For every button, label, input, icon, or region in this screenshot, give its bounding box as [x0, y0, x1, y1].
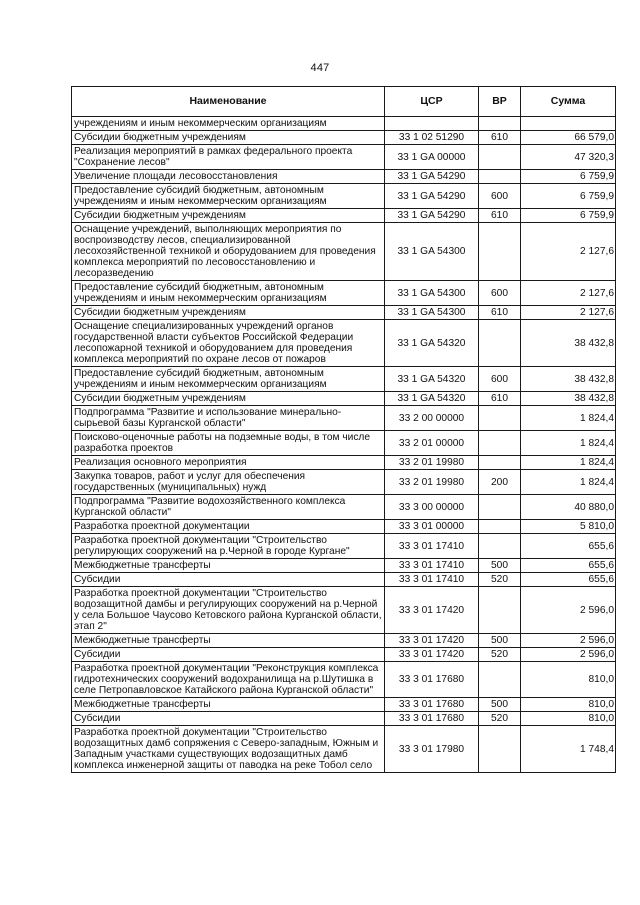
cell-vr: 500	[479, 634, 521, 648]
cell-csr: 33 3 01 17420	[385, 634, 479, 648]
cell-csr: 33 1 GA 54300	[385, 281, 479, 306]
cell-name: Реализация основного мероприятия	[72, 456, 385, 470]
cell-vr	[479, 320, 521, 367]
cell-sum: 6 759,9	[521, 170, 616, 184]
cell-vr	[479, 431, 521, 456]
cell-csr: 33 1 GA 54320	[385, 320, 479, 367]
cell-vr: 600	[479, 184, 521, 209]
cell-sum: 1 824,4	[521, 431, 616, 456]
cell-csr: 33 1 GA 00000	[385, 145, 479, 170]
table-row	[72, 431, 616, 456]
cell-sum: 1 748,4	[521, 726, 616, 773]
cell-csr: 33 2 01 00000	[385, 431, 479, 456]
table-row	[72, 184, 616, 209]
table-row	[72, 170, 616, 184]
cell-vr	[479, 406, 521, 431]
table-row	[72, 634, 616, 648]
cell-name: Межбюджетные трансферты	[72, 559, 385, 573]
cell-vr: 200	[479, 470, 521, 495]
cell-csr: 33 1 GA 54320	[385, 367, 479, 392]
cell-vr: 500	[479, 698, 521, 712]
cell-vr	[479, 170, 521, 184]
cell-name: Субсидии	[72, 573, 385, 587]
table-row	[72, 495, 616, 520]
cell-csr: 33 2 00 00000	[385, 406, 479, 431]
cell-sum: 655,6	[521, 559, 616, 573]
cell-sum: 810,0	[521, 712, 616, 726]
cell-sum: 2 596,0	[521, 587, 616, 634]
table-row	[72, 367, 616, 392]
table-row	[72, 573, 616, 587]
cell-csr: 33 3 01 17680	[385, 662, 479, 698]
cell-csr: 33 1 GA 54300	[385, 306, 479, 320]
cell-csr: 33 1 GA 54300	[385, 223, 479, 281]
cell-sum: 655,6	[521, 573, 616, 587]
cell-sum: 38 432,8	[521, 320, 616, 367]
cell-sum: 1 824,4	[521, 456, 616, 470]
cell-name: Реализация мероприятий в рамках федерального проекта "Сохранение лесов"	[72, 145, 385, 170]
table-row	[72, 587, 616, 634]
cell-csr: 33 3 01 17980	[385, 726, 479, 773]
cell-vr: 520	[479, 573, 521, 587]
cell-vr	[479, 520, 521, 534]
cell-csr: 33 3 01 17420	[385, 587, 479, 634]
table-row	[72, 406, 616, 431]
table-header-row	[72, 87, 616, 117]
cell-vr: 600	[479, 281, 521, 306]
cell-name: Субсидии	[72, 712, 385, 726]
cell-name: учреждениям и иным некоммерческим организациям	[72, 117, 385, 131]
table-row	[72, 662, 616, 698]
cell-sum: 2 127,6	[521, 306, 616, 320]
cell-vr	[479, 145, 521, 170]
cell-vr: 520	[479, 712, 521, 726]
cell-vr	[479, 223, 521, 281]
cell-sum: 655,6	[521, 534, 616, 559]
cell-sum: 1 824,4	[521, 406, 616, 431]
cell-name: Оснащение специализированных учреждений органов государственной власти субъектов Российской Федерации лесопожарной техникой и оборудованием для проведения комплекса мероприятий по охране лесов от пожаров	[72, 320, 385, 367]
cell-sum: 1 824,4	[521, 470, 616, 495]
cell-csr: 33 1 GA 54290	[385, 209, 479, 223]
cell-name: Предоставление субсидий бюджетным, автономным учреждениям и иным некоммерческим организациям	[72, 367, 385, 392]
cell-name: Субсидии бюджетным учреждениям	[72, 131, 385, 145]
cell-vr: 610	[479, 131, 521, 145]
cell-sum: 38 432,8	[521, 367, 616, 392]
table-row	[72, 712, 616, 726]
cell-sum	[521, 117, 616, 131]
cell-vr: 610	[479, 306, 521, 320]
cell-sum: 47 320,3	[521, 145, 616, 170]
cell-vr	[479, 117, 521, 131]
cell-name: Подпрограмма "Развитие и использование минерально-сырьевой базы Курганской области"	[72, 406, 385, 431]
cell-sum: 810,0	[521, 662, 616, 698]
cell-csr: 33 3 01 17680	[385, 698, 479, 712]
cell-name: Разработка проектной документации "Строительство водозащитной дамбы и регулирующих сооружений на р.Черной у села Большое Чаусово Кетовского района Курганской области, этап 2"	[72, 587, 385, 634]
budget-table	[71, 86, 616, 773]
table-row	[72, 145, 616, 170]
cell-csr: 33 3 01 17680	[385, 712, 479, 726]
cell-name: Субсидии бюджетным учреждениям	[72, 209, 385, 223]
cell-name: Субсидии бюджетным учреждениям	[72, 392, 385, 406]
cell-sum: 40 880,0	[521, 495, 616, 520]
header-vr: ВР	[479, 87, 521, 117]
table-row	[72, 456, 616, 470]
cell-sum: 2 127,6	[521, 281, 616, 306]
cell-name: Поисково-оценочные работы на подземные воды, в том числе разработка проектов	[72, 431, 385, 456]
table-row	[72, 534, 616, 559]
page-number: 447	[310, 62, 330, 74]
cell-sum: 5 810,0	[521, 520, 616, 534]
cell-csr	[385, 117, 479, 131]
cell-vr	[479, 587, 521, 634]
cell-csr: 33 3 01 17410	[385, 534, 479, 559]
cell-name: Субсидии	[72, 648, 385, 662]
cell-csr: 33 2 01 19980	[385, 456, 479, 470]
cell-csr: 33 1 GA 54290	[385, 184, 479, 209]
table-row	[72, 209, 616, 223]
cell-name: Разработка проектной документации "Строительство водозащитных дамб сопряжения с Северо-западным, Южным и Западным участками существующих водозащитных дамб комплекса инженерной защиты от паводка на реке Тобол село	[72, 726, 385, 773]
table-row	[72, 726, 616, 773]
header-name: Наименование	[72, 87, 385, 117]
table-row	[72, 320, 616, 367]
cell-name: Оснащение учреждений, выполняющих мероприятия по воспроизводству лесов, специализированной лесохозяйственной техникой и оборудованием для проведения комплекса мероприятий по лесовосстановлению и лесоразведению	[72, 223, 385, 281]
cell-sum: 2 127,6	[521, 223, 616, 281]
cell-csr: 33 3 01 00000	[385, 520, 479, 534]
cell-sum: 6 759,9	[521, 184, 616, 209]
cell-vr: 610	[479, 209, 521, 223]
cell-csr: 33 1 GA 54290	[385, 170, 479, 184]
table-row	[72, 392, 616, 406]
cell-name: Межбюджетные трансферты	[72, 698, 385, 712]
cell-name: Закупка товаров, работ и услуг для обеспечения государственных (муниципальных) нужд	[72, 470, 385, 495]
cell-name: Предоставление субсидий бюджетным, автономным учреждениям и иным некоммерческим организациям	[72, 184, 385, 209]
table-row	[72, 223, 616, 281]
table-row	[72, 698, 616, 712]
cell-csr: 33 1 02 51290	[385, 131, 479, 145]
cell-sum: 6 759,9	[521, 209, 616, 223]
cell-name: Предоставление субсидий бюджетным, автономным учреждениям и иным некоммерческим организациям	[72, 281, 385, 306]
cell-csr: 33 3 01 17410	[385, 559, 479, 573]
cell-name: Разработка проектной документации "Реконструкция комплекса гидротехнических сооружений водохранилища на р.Шутишка в селе Петропавловское Катайского района Курганской области"	[72, 662, 385, 698]
cell-csr: 33 1 GA 54320	[385, 392, 479, 406]
cell-sum: 2 596,0	[521, 648, 616, 662]
cell-csr: 33 2 01 19980	[385, 470, 479, 495]
table-row	[72, 470, 616, 495]
table-row	[72, 306, 616, 320]
cell-vr: 600	[479, 367, 521, 392]
cell-name: Разработка проектной документации	[72, 520, 385, 534]
cell-vr	[479, 534, 521, 559]
table-row	[72, 520, 616, 534]
cell-vr	[479, 456, 521, 470]
cell-vr	[479, 726, 521, 773]
cell-csr: 33 3 00 00000	[385, 495, 479, 520]
cell-sum: 38 432,8	[521, 392, 616, 406]
cell-csr: 33 3 01 17410	[385, 573, 479, 587]
table-body	[72, 117, 616, 773]
cell-vr	[479, 662, 521, 698]
cell-sum: 810,0	[521, 698, 616, 712]
cell-vr	[479, 495, 521, 520]
table-row	[72, 559, 616, 573]
cell-vr: 520	[479, 648, 521, 662]
cell-sum: 2 596,0	[521, 634, 616, 648]
cell-name: Подпрограмма "Развитие водохозяйственного комплекса Курганской области"	[72, 495, 385, 520]
cell-name: Межбюджетные трансферты	[72, 634, 385, 648]
cell-name: Разработка проектной документации "Строительство регулирующих сооружений на р.Черной в городе Кургане"	[72, 534, 385, 559]
cell-vr: 500	[479, 559, 521, 573]
cell-vr: 610	[479, 392, 521, 406]
cell-sum: 66 579,0	[521, 131, 616, 145]
table-row	[72, 281, 616, 306]
table-row	[72, 648, 616, 662]
header-sum: Сумма	[521, 87, 616, 117]
header-csr: ЦСР	[385, 87, 479, 117]
cell-csr: 33 3 01 17420	[385, 648, 479, 662]
cell-name: Увеличение площади лесовосстановления	[72, 170, 385, 184]
table-row	[72, 117, 616, 131]
cell-name: Субсидии бюджетным учреждениям	[72, 306, 385, 320]
table-row	[72, 131, 616, 145]
